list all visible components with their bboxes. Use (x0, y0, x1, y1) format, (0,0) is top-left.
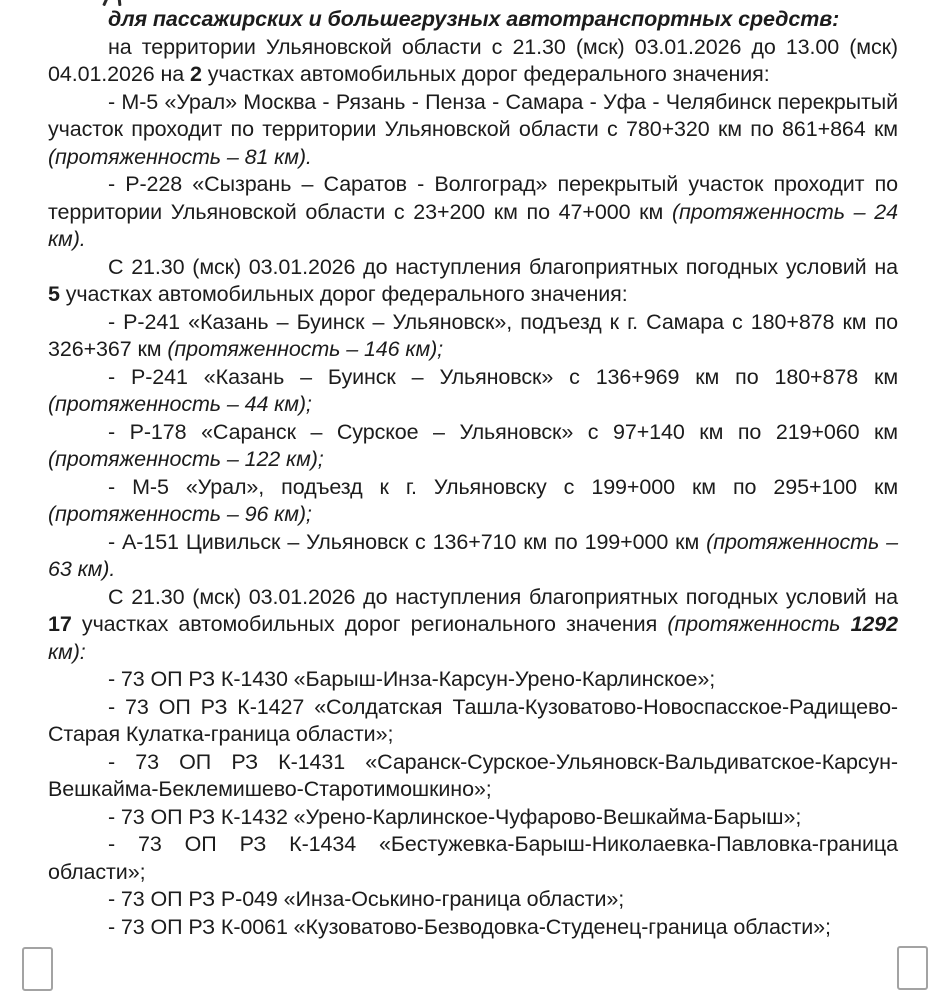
para-intro-regional-17: С 21.30 (мск) 03.01.2026 до наступления благоприятных погодных условий на 17 участках автомобильных дорог регионального значения (протяженность 1292 км): (48, 584, 899, 664)
item-m5-ural-main: - М-5 «Урал» Москва - Рязань - Пенза - Самара - Уфа - Челябинск перекрытый участок проходит по территории Ульяновской области с 780+320 км по 861+864 км (протяженность – 81 км). (48, 89, 898, 169)
item-k1434: - 73 ОП РЗ К-1434 «Бестужевка-Барыш-Николаевка-Павловка-граница области»; (48, 832, 898, 884)
page-frame-corner-left (22, 947, 53, 991)
item-m5-ulyanovsk: - М-5 «Урал», подъезд к г. Ульяновску с 199+000 км по 295+100 км (протяженность – 96 км); (48, 474, 898, 526)
document-page (48, 6, 898, 941)
item-r241-samara: - Р-241 «Казань – Буинск – Ульяновск», подъезд к г. Самара с 180+878 км по 326+367 км (протяженность – 146 км); (48, 309, 898, 361)
item-r178: - Р-178 «Саранск – Сурское – Ульяновск» с 97+140 км по 219+060 км (протяженность – 122 км); (48, 419, 898, 471)
para-intro-federal-2: на территории Ульяновской области с 21.30 (мск) 03.01.2026 до 13.00 (мск) 04.01.2026 на 2 участках автомобильных дорог федерального значения: (48, 34, 898, 86)
item-r049: - 73 ОП РЗ Р-049 «Инза-Оськино-граница области»; (108, 887, 625, 911)
item-k0061: - 73 ОП РЗ К-0061 «Кузоватово-Безводовка-Студенец-граница области»; (108, 914, 831, 939)
page-frame-corner-right (897, 946, 928, 990)
item-a151: - А-151 Цивильск – Ульяновск с 136+710 км по 199+000 км (протяженность – 63 км). (48, 529, 898, 581)
heading-vehicle-types: для пассажирских и большегрузных автотранспортных средств: (108, 7, 840, 31)
para-intro-federal-5: С 21.30 (мск) 03.01.2026 до наступления благоприятных погодных условий на 5 участках автомобильных дорог федерального значения: (48, 254, 898, 306)
item-k1432: - 73 ОП РЗ К-1432 «Урено-Карлинское-Чуфарово-Вешкайма-Барыш»; (108, 804, 802, 829)
item-r241: - Р-241 «Казань – Буинск – Ульяновск» с 136+969 км по 180+878 км (протяженность – 44 км); (48, 364, 898, 416)
item-k1430: - 73 ОП РЗ К-1430 «Барыш-Инза-Карсун-Урено-Карлинское»; (108, 667, 716, 691)
item-k1431: - 73 ОП РЗ К-1431 «Саранск-Сурское-Ульяновск-Вальдиватское-Карсун-Вешкайма-Беклемишево-Старотимошкино»; (48, 749, 898, 801)
item-k1427: - 73 ОП РЗ К-1427 «Солдатская Ташла-Кузоватово-Новоспасское-Радищево-Старая Кулатка-граница области»; (48, 694, 898, 746)
item-r228: - Р-228 «Сызрань – Саратов - Волгоград» перекрытый участок проходит по территории Ульяновской области с 23+200 км по 47+000 км (протяженность – 24 км). (48, 172, 899, 251)
